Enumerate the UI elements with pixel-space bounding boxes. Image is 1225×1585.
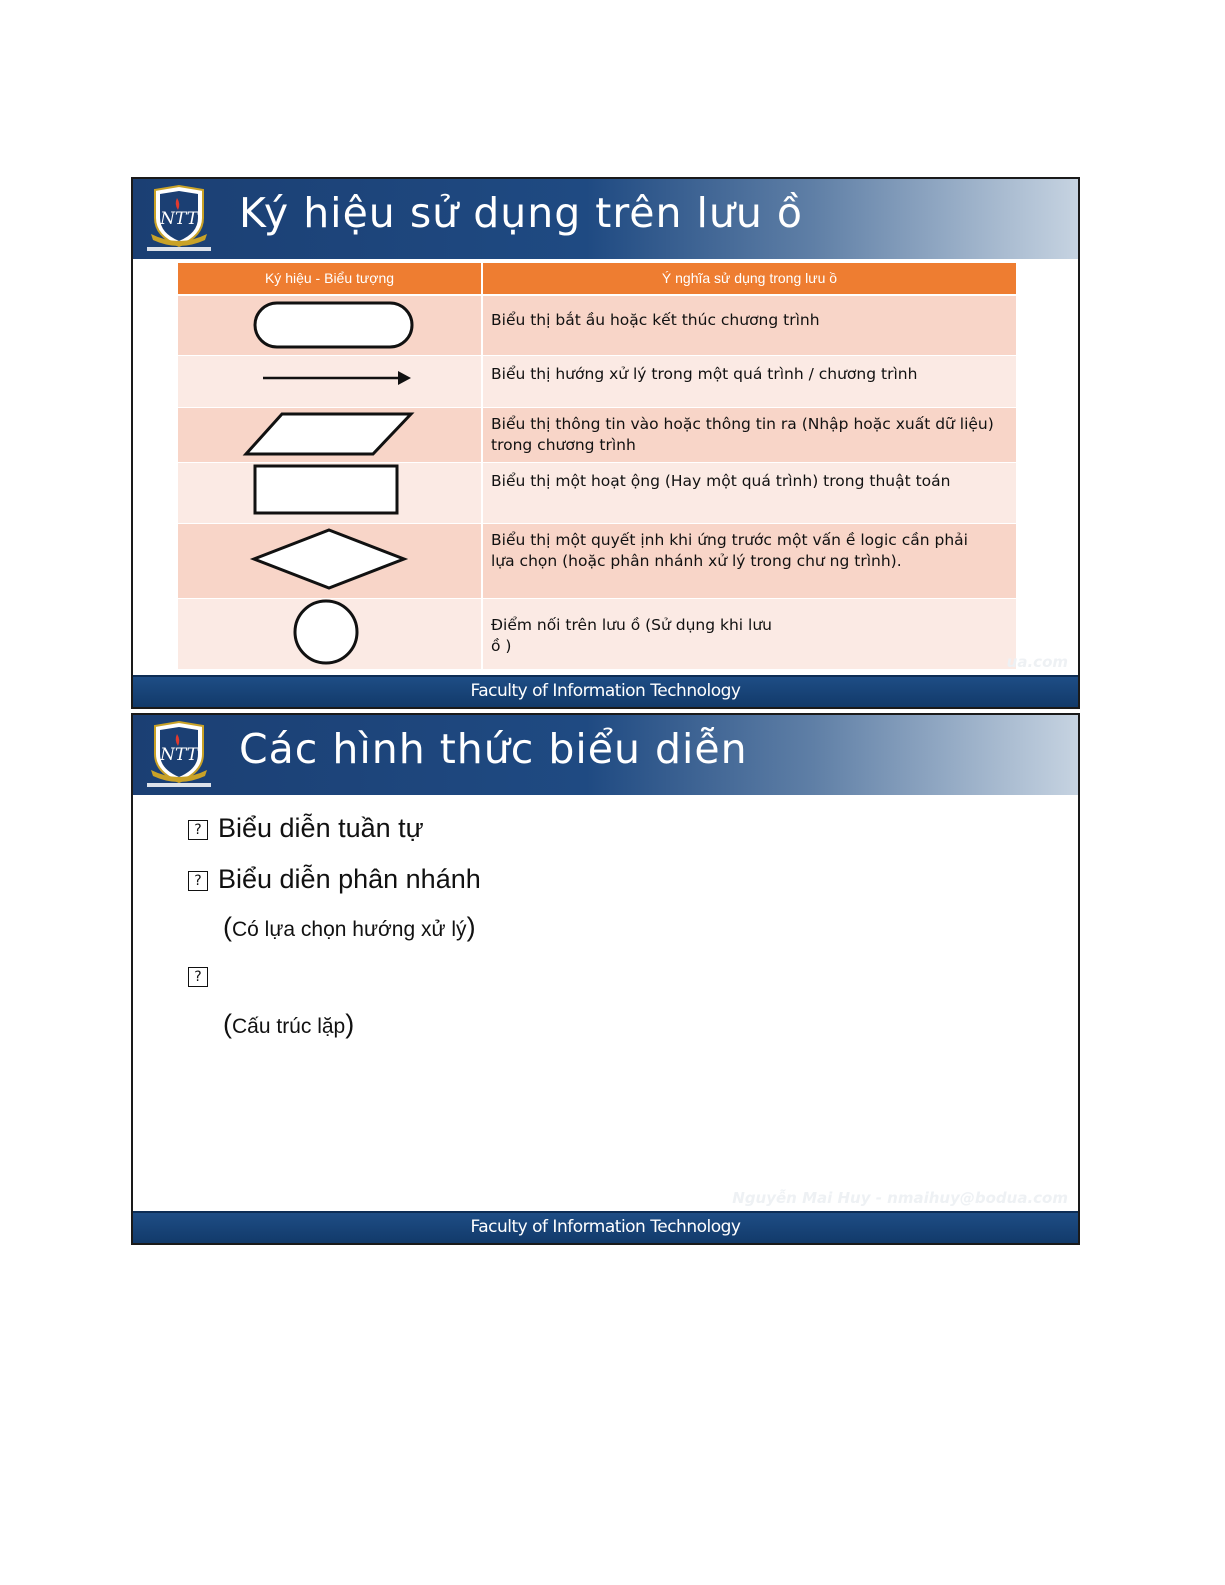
bullet-item (188, 960, 218, 991)
column-header-symbol: Ký hiệu - Biểu tượng (264, 270, 395, 286)
row-description: Biểu thị hướng xử lý trong một quá trình / chương trình (491, 365, 918, 383)
slide-footer (133, 1211, 1078, 1243)
slide-header (133, 179, 1078, 259)
arrow-symbol-icon (178, 356, 481, 407)
university-logo-icon (143, 720, 215, 790)
bullet-item: ? Biểu diễn phân nhánh (188, 864, 481, 895)
row-description: Biểu thị một quyết ịnh khi ứng trước một vấn ề logic cần phải lựa chọn (hoặc phân nhánh xử lý trong chư ng trình). (491, 531, 968, 570)
terminator-symbol-icon (178, 296, 481, 355)
svg-text:NTT: NTT (160, 209, 198, 229)
university-logo-icon (143, 184, 215, 254)
footer-text: Faculty of Information Technology (470, 1217, 741, 1237)
row-description: Biểu thị thông tin vào hoặc thông tin ra (Nhập hoặc xuất dữ liệu) trong chương trình (491, 415, 994, 454)
table-row (178, 599, 1016, 669)
bullet-item: ? Biểu diễn tuần tự (188, 813, 424, 844)
sub-item: (Cấu trúc lặp) (223, 1009, 355, 1039)
row-description: Biểu thị bắt ầu hoặc kết thúc chương trình (491, 311, 820, 329)
decision-diamond-symbol-icon (178, 524, 481, 598)
table-row (178, 524, 1016, 598)
slide-1 (131, 177, 1080, 709)
row-description: Điểm nối trên lưu ồ (Sử dụng khi lưu ồ ) (491, 616, 772, 655)
process-rectangle-symbol-icon (178, 463, 481, 523)
sub-item: (Có lựa chọn hướng xử lý) (223, 912, 476, 942)
missing-glyph-icon: ? (188, 820, 208, 840)
slide-header (133, 715, 1078, 795)
slide-title: Các hình thức biểu diễn (239, 725, 748, 773)
table-row (178, 463, 1016, 523)
watermark: ua.com (1006, 653, 1068, 671)
watermark: Nguyễn Mai Huy - nmaihuy@bodua.com (732, 1189, 1068, 1207)
missing-glyph-icon: ? (188, 967, 208, 987)
slide-title: Ký hiệu sử dụng trên lưu ồ (239, 189, 804, 237)
table-header-row (178, 263, 1016, 294)
row-description: Biểu thị một hoạt ộng (Hay một quá trình) trong thuật toán (491, 472, 951, 490)
connector-circle-symbol-icon (178, 599, 481, 669)
parallelogram-symbol-icon (178, 408, 481, 462)
column-header-meaning: Ý nghĩa sử dụng trong lưu ồ (661, 270, 838, 286)
slide-2 (131, 713, 1080, 1245)
table-row (178, 296, 1016, 355)
table-row (178, 408, 1016, 462)
table-row (178, 356, 1016, 407)
svg-text:NTT: NTT (160, 745, 198, 765)
slide-footer (133, 675, 1078, 707)
footer-text: Faculty of Information Technology (470, 681, 741, 701)
missing-glyph-icon: ? (188, 871, 208, 891)
